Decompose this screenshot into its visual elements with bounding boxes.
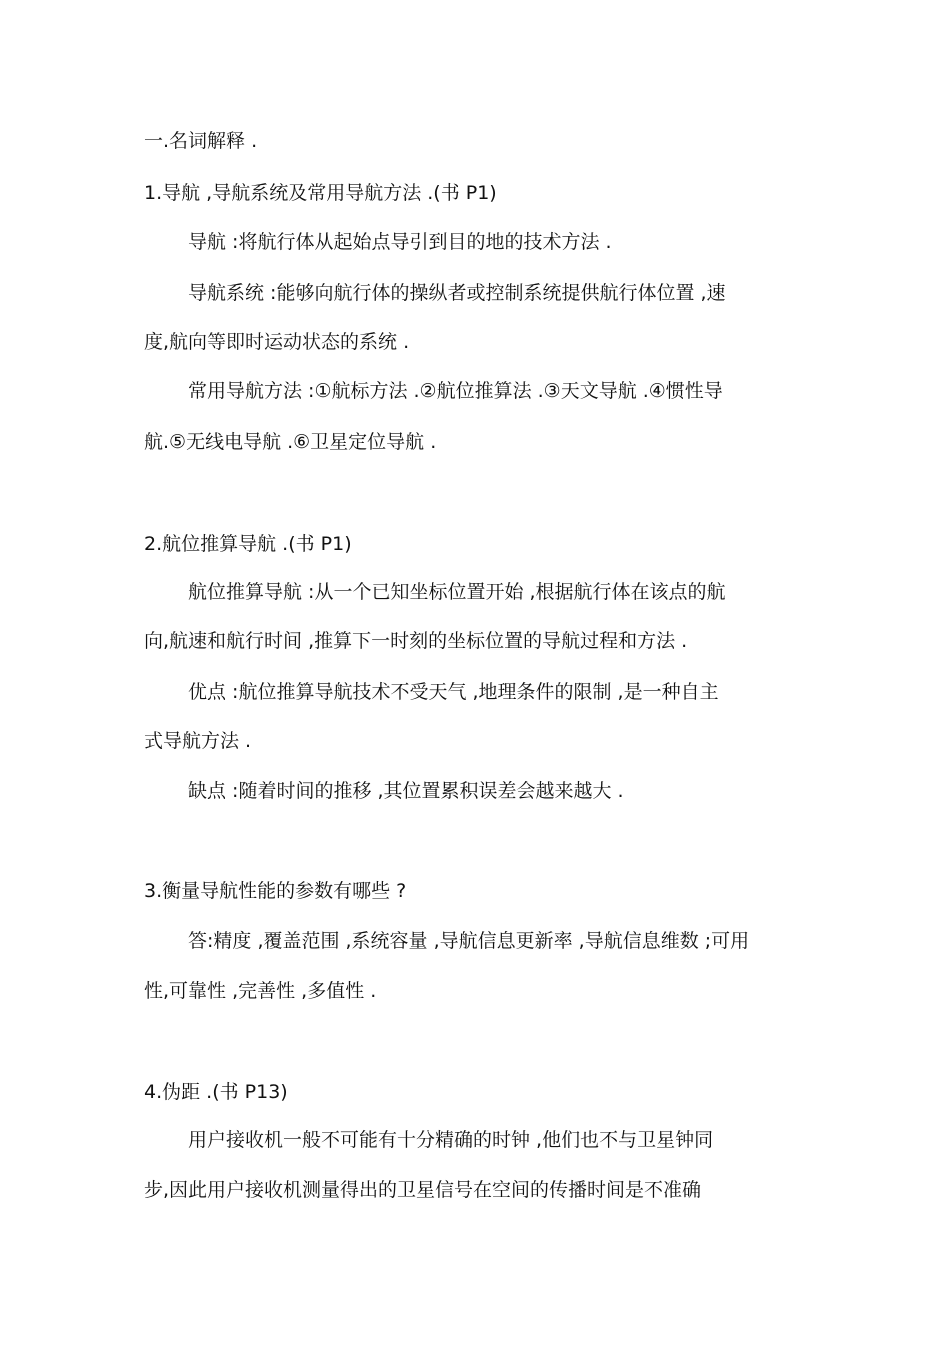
section-2-paragraph-3: 缺点 :随着时间的推移 ,其位置累积误差会越来越大 . — [188, 780, 624, 802]
section-4-paragraph-1-line-1: 用户接收机一般不可能有十分精确的时钟 ,他们也不与卫星钟同 — [188, 1129, 714, 1151]
section-1-paragraph-3-line-2: 航.⑤无线电导航 .⑥卫星定位导航 . — [144, 431, 437, 453]
section-2-paragraph-1-line-2: 向,航速和航行时间 ,推算下一时刻的坐标位置的导航过程和方法 . — [144, 630, 688, 652]
section-1-paragraph-3-line-1: 常用导航方法 :①航标方法 .②航位推算法 .③天文导航 .④惯性导 — [188, 380, 723, 402]
section-1-paragraph-2-line-2: 度,航向等即时运动状态的系统 . — [144, 331, 410, 353]
section-4-title: 4.伪距 .(书 P13) — [144, 1081, 288, 1103]
section-3-paragraph-1-line-2: 性,可靠性 ,完善性 ,多值性 . — [144, 980, 377, 1002]
section-1-title: 1.导航 ,导航系统及常用导航方法 .(书 P1) — [144, 182, 497, 204]
section-1-paragraph-2-line-1: 导航系统 :能够向航行体的操纵者或控制系统提供航行体位置 ,速 — [188, 282, 726, 304]
section-3-title: 3.衡量导航性能的参数有哪些 ? — [144, 880, 407, 902]
section-2-title: 2.航位推算导航 .(书 P1) — [144, 533, 352, 555]
section-3-paragraph-1-line-1: 答:精度 ,覆盖范围 ,系统容量 ,导航信息更新率 ,导航信息维数 ;可用 — [188, 930, 750, 952]
heading: 一.名词解释 . — [144, 130, 258, 152]
section-2-paragraph-2-line-2: 式导航方法 . — [144, 730, 252, 752]
section-1-paragraph-1: 导航 :将航行体从起始点导引到目的地的技术方法 . — [188, 231, 612, 253]
section-2-paragraph-2-line-1: 优点 :航位推算导航技术不受天气 ,地理条件的限制 ,是一种自主 — [188, 681, 719, 703]
section-2-paragraph-1-line-1: 航位推算导航 :从一个已知坐标位置开始 ,根据航行体在该点的航 — [188, 581, 726, 603]
section-4-paragraph-1-line-2: 步,因此用户接收机测量得出的卫星信号在空间的传播时间是不准确 — [144, 1179, 702, 1201]
